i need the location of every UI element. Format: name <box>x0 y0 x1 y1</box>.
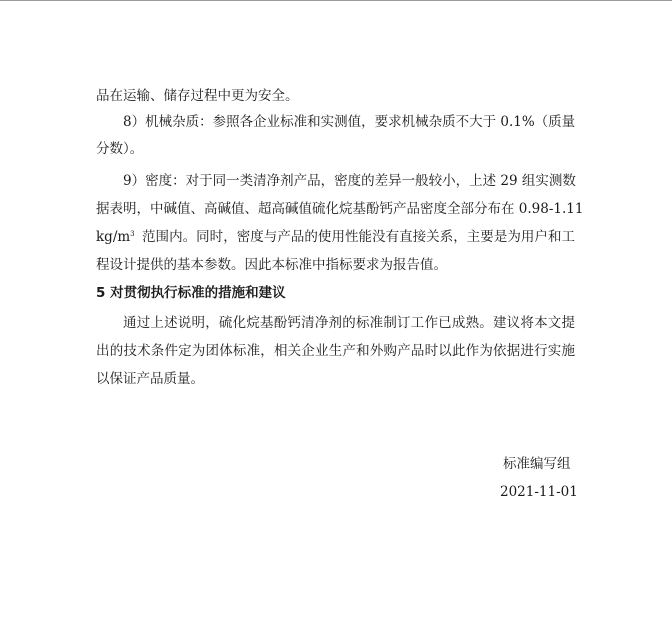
paragraph-line: 通过上述说明，硫化烷基酚钙清净剂的标准制订工作已成熟。建议将本文提 <box>123 315 575 331</box>
date: 2021-11-01 <box>500 484 578 500</box>
paragraph-line: 8）机械杂质：参照各企业标准和实测值，要求机械杂质不大于 0.1%（质量 <box>123 114 576 130</box>
paragraph-line: 出的技术条件定为团体标准，相关企业生产和外购产品时以此作为依据进行实施 <box>96 343 575 359</box>
unit-kg-m3 <box>96 231 135 245</box>
signature: 标准编写组 <box>503 456 571 472</box>
paragraph-line: 以保证产品质量。 <box>96 371 204 387</box>
unit-exponent: 3 <box>130 230 135 238</box>
paragraph-line: 9）密度：对于同一类清净剂产品，密度的差异一般较小，上述 29 组实测数 <box>123 173 576 189</box>
page-top-border <box>0 0 672 1</box>
paragraph-line: 程设计提供的基本参数。因此本标准中指标要求为报告值。 <box>96 257 447 273</box>
paragraph-line: 据表明，中碱值、高碱值、超高碱值硫化烷基酚钙产品密度全部分布在 0.98-1.11 <box>96 201 584 217</box>
paragraph-line: 品在运输、储存过程中更为安全。 <box>96 88 299 104</box>
paragraph-line: 分数）。 <box>96 141 144 157</box>
paragraph-line: 范围内。同时，密度与产品的使用性能没有直接关系，主要是为用户和工 <box>142 229 575 245</box>
section-heading: 5 对贯彻执行标准的措施和建议 <box>96 285 286 301</box>
unit-base: kg/m <box>96 229 131 245</box>
